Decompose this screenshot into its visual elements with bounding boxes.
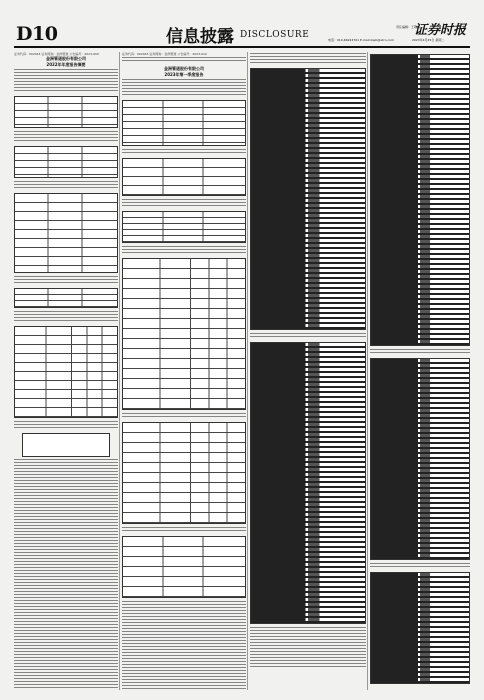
text-block (122, 57, 246, 63)
data-table (122, 536, 246, 598)
column-divider (119, 52, 120, 690)
data-table (122, 100, 246, 146)
shareholder-table (122, 422, 246, 524)
data-table (14, 96, 118, 128)
shareholder-table (14, 326, 118, 418)
report-title: 2023年第一季度报告 (164, 72, 204, 77)
text-block (14, 421, 118, 430)
editor-line: 责任编辑：王敬涛 (396, 25, 421, 29)
column-divider (247, 52, 248, 690)
text-block (122, 601, 246, 690)
report-title: 2022年年度报告摘要 (46, 62, 86, 67)
text-block (14, 276, 118, 285)
company-name: 金洲管道股份有限公司 (164, 66, 204, 71)
balance-table (122, 258, 246, 410)
data-table (122, 211, 246, 243)
stock-code-line: 证券代码：002443 证券简称：金洲管道 公告编号：2023-010 (122, 52, 207, 56)
stock-code-line: 证券代码：002443 证券简称：金洲管道 公告编号：2023-009 (14, 52, 99, 56)
data-table (122, 158, 246, 196)
column-quarterly-report (122, 52, 246, 690)
text-block (14, 311, 118, 323)
text-block (370, 563, 470, 569)
data-table (14, 146, 118, 178)
data-table (14, 288, 118, 308)
text-block (370, 349, 470, 355)
text-block (14, 181, 118, 190)
column-annual-report (14, 52, 118, 690)
newspaper-logo: 证券时报 (414, 23, 467, 38)
section-title: 信息披露 (166, 27, 234, 47)
data-table (14, 193, 118, 273)
text-block (14, 131, 118, 143)
financial-table (250, 68, 366, 330)
text-block (14, 459, 118, 690)
section-title-en: DISCLOSURE (240, 30, 310, 40)
text-block (250, 53, 366, 65)
issue-date: 2023年4月25日 星期二 (412, 38, 445, 42)
column-divider (367, 52, 368, 690)
text-block (122, 79, 246, 97)
ownership-diagram (22, 433, 110, 457)
page-body (14, 52, 470, 690)
contact-line: 电话：010-66224701 E-mail:zqsb@stcn.com (328, 38, 395, 42)
column-financial-statement-continued (370, 52, 470, 690)
text-block (250, 333, 366, 339)
financial-table (370, 572, 470, 684)
financial-table (250, 342, 366, 624)
financial-table (370, 358, 470, 560)
text-block (122, 246, 246, 255)
text-block (122, 413, 246, 419)
text-block (250, 627, 366, 667)
text-block (122, 527, 246, 533)
financial-table (370, 54, 470, 346)
page-number: D10 (16, 23, 58, 45)
text-block (122, 199, 246, 208)
text-block (14, 69, 118, 93)
column-financial-statement (250, 52, 366, 690)
text-block (122, 149, 246, 155)
company-name: 金洲管道股份有限公司 (46, 56, 86, 61)
masthead (14, 20, 470, 48)
